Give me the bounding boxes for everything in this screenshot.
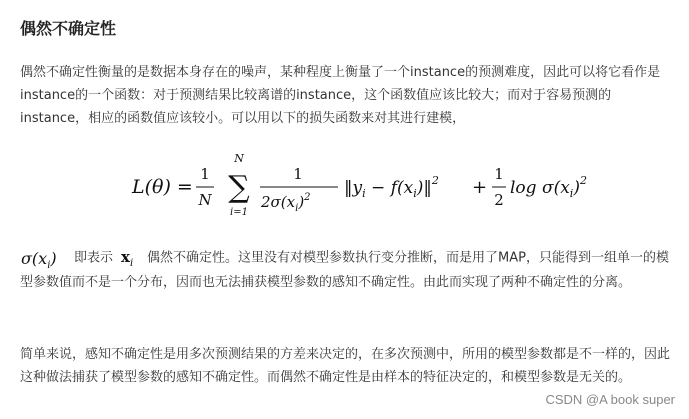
loss-formula — [20, 145, 675, 225]
formula-sum-symbol: ∑ — [228, 170, 250, 205]
section-heading: 偶然不确定性 — [20, 19, 117, 38]
formula-lhs: L(θ) = — [132, 176, 193, 198]
formula-frac1-den: N — [198, 191, 212, 209]
formula-frac3-num: 1 — [494, 165, 504, 183]
explanation-text-2: 偶然不确定性。这里没有对模型参数执行变分推断，而是用了MAP，只能得到一组单一的模型参数值而不是一个分布，因而也无法捕获模型参数的感知不确定性。由此而实现了两种不确定性的分离。 — [20, 250, 669, 290]
formula-frac1-num: 1 — [200, 165, 210, 183]
svg-text:xi: $x_i$ — [121, 248, 134, 269]
sigma-xi-symbol — [20, 245, 68, 271]
formula-frac2-den: $2\sigma(x_i)^2$ — [261, 192, 311, 214]
paragraph-explanation — [20, 245, 675, 294]
explanation-text-1: 即表示 — [74, 250, 114, 266]
formula-sum-bottom: i=1 — [230, 207, 248, 218]
formula-log-term: $\log \sigma(x_i)^2$ — [510, 174, 587, 200]
paragraph-summary: 简单来说，感知不确定性是用多次预测结果的方差来决定的，在多次预测中，所用的模型参数都是不一样的，因此这种做法捕获了模型参数的感知不确定性。而偶然不确定性是由样本的特征决定的，和模型参数是无关的。 — [20, 347, 671, 385]
formula-frac3-den: 2 — [494, 191, 504, 209]
svg-text:σ(xi): $\sigma(x_i)$ — [21, 249, 57, 271]
formula-plus: + — [472, 177, 488, 198]
formula-sum-top: N — [234, 152, 244, 165]
paragraph-intro: 偶然不确定性衡量的是数据本身存在的噪声，某种程度上衡量了一个instance的预测难度，因此可以将它看作是instance的一个函数：对于预测结果比较离谱的instance，这个函数值应该比较大；而对于容易预测的instance，相应的函数值应该较小。可以用以下的损失函数来对其进行建模， — [20, 65, 661, 126]
xi-symbol — [119, 246, 141, 270]
csdn-watermark: CSDN @A book super — [545, 392, 675, 407]
formula-frac2-num: 1 — [293, 165, 303, 183]
formula-norm-term: $‖y_i$ − $f(x_i)‖^2$ — [344, 174, 439, 200]
